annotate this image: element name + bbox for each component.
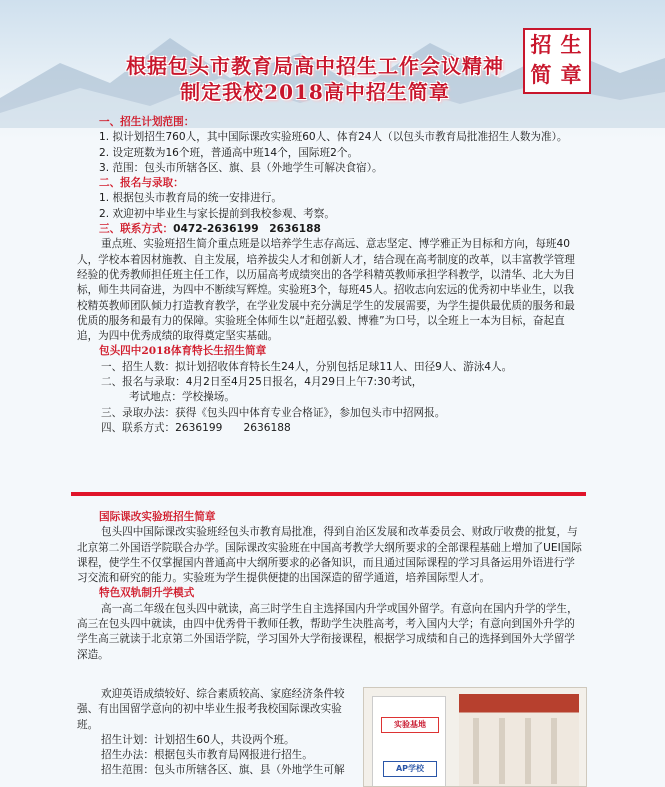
section1-item: 1. 拟计划招生760人，其中国际课改实验班60人、体育24人（以包头市教育局批准招生人数为准）。 bbox=[99, 131, 568, 144]
school-building bbox=[459, 694, 579, 786]
section-enrollment-plan bbox=[77, 115, 582, 436]
intl-welcome: 欢迎英语成绩较好、综合素质较高、家庭经济条件较强、有出国留学意向的初中毕业生报考我校国际课改实验班。 bbox=[77, 688, 345, 731]
section3-heading: 三、联系方式： bbox=[99, 223, 174, 236]
badge-char: 简 bbox=[530, 62, 552, 87]
sign-blue-label: AP学校 bbox=[383, 761, 437, 777]
school-sign-board bbox=[372, 696, 446, 787]
sign-red-label: 实验基地 bbox=[381, 717, 439, 733]
sports-item: 三、录取办法：获得《包头四中体育专业合格证》，参加包头市中招网报。 bbox=[101, 406, 446, 419]
section1-heading: 一、招生计划范围： bbox=[99, 116, 195, 128]
intl-paragraph: 包头四中国际课改实验班经包头市教育局批准，得到自治区发展和改革委员会、财政厅收费的批复，与北京第二外国语学院联合办学。国际课改实验班在中国高考教学大纲所要求的全部课程基础上增加了UEI国际课程，使学生不仅掌握国内普通高中大纲所要求的必备知识，而且通过国际课程的学习具备运用外语进行学习交流和研究的能力。实验班为学生提供便捷的出国深造的留学通道，培养国际型人才。 bbox=[77, 526, 582, 585]
section2-item: 1. 根据包头市教育局的统一安排进行。 bbox=[99, 192, 282, 205]
page-title-line1: 根据包头市教育局高中招生工作会议精神 bbox=[126, 54, 504, 78]
dual-track-paragraph: 高一高二年级在包头四中就读，高三时学生自主选择国内升学或国外留学。有意向在国内升学的学生，高三在包头四中就读，由四中优秀骨干教师任教，帮助学生决胜高考，考入国内大学；有意向到国外升学的学生高三就读于北京第二外国语学院，学习国外大学衔接课程，根据学习成绩和自己的选择到国外大学留学深造。 bbox=[77, 602, 578, 661]
section1-item: 2. 设定班数为16个班，普通高中班14个，国际班2个。 bbox=[99, 146, 359, 159]
intl-enrollment-details bbox=[77, 687, 359, 779]
contact-phones: 0472-2636199 2636188 bbox=[173, 223, 321, 236]
badge-char: 章 bbox=[560, 62, 582, 87]
badge-char: 招 bbox=[530, 32, 552, 57]
section-divider bbox=[71, 492, 586, 496]
sports-item: 一、招生人数：拟计划招收体育特长生24人，分别包括足球11人、田径9人、游泳4人。 bbox=[101, 360, 513, 373]
badge-char: 生 bbox=[560, 32, 582, 57]
sports-item: 二、报名与录取：4月2日至4月25日报名，4月29日上午7:30考试， bbox=[101, 376, 423, 389]
page-title-line2: 制定我校2018高中招生简章 bbox=[180, 80, 450, 104]
sports-heading: 包头四中2018体育特长生招生简章 bbox=[99, 345, 267, 358]
section1-item: 3. 范围：包头市所辖各区、旗、县（外地学生可解决食宿）。 bbox=[99, 161, 383, 174]
intl-heading: 国际课改实验班招生简章 bbox=[99, 511, 216, 523]
sports-exam-site: 考试地点：学校操场。 bbox=[129, 391, 235, 404]
intl-plan: 招生计划：计划招生60人，共设两个班。 bbox=[101, 733, 295, 746]
section2-item: 2. 欢迎初中毕业生与家长提前到我校参观、考察。 bbox=[99, 207, 335, 220]
sports-item: 四、联系方式：2636199 2636188 bbox=[101, 421, 291, 434]
key-class-paragraph: 重点班、实验班招生简介重点班是以培养学生志存高远、意志坚定、博学雅正为目标和方向，每班40人，学校本着因材施教、自主发展，培养拔尖人才和创新人才，结合现在高考制度的改革，以丰富教学管理经验的优秀教师担任班主任工作，以历届高考成绩突出的各学科精英教师承担学科教学，以清华、北大为目标，师生共同奋进，为四中不断续写辉煌。实验班3个，每班45人。招收志向宏远的优秀初中毕业生，以我校精英教师团队倾力打造教育教学，在学业发展中充分满足学生的发展需要，为学生提供最优质的服务和最优质的服务和最有力的保障。实验班全体师生以“赶超弘毅、博雅”为口号，以全班上一本为目标，奋起直追，为四中优秀成绩的取得奠定坚实基础。 bbox=[77, 238, 575, 343]
admission-badge bbox=[523, 28, 591, 94]
intl-range: 招生范围：包头市所辖各区、旗、县（外地学生可解 bbox=[101, 764, 345, 777]
dual-track-heading: 特色双轨制升学模式 bbox=[99, 587, 195, 600]
section2-heading: 二、报名与录取： bbox=[99, 177, 184, 190]
intl-method: 招生办法：根据包头市教育局网报进行招生。 bbox=[101, 749, 313, 762]
school-photo bbox=[363, 687, 587, 787]
section-international bbox=[77, 510, 582, 663]
